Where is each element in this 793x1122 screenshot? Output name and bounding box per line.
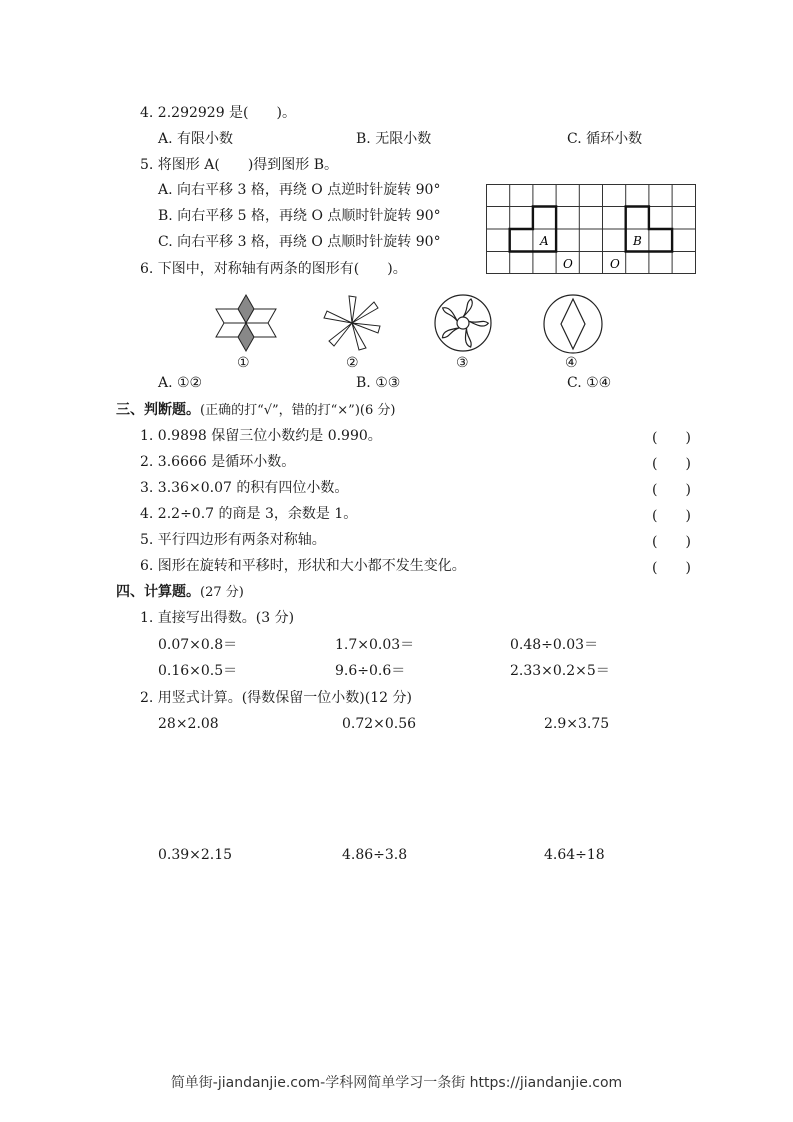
part-2-title: 2. 用竖式计算。(得数保留一位小数)(12 分) bbox=[140, 690, 412, 706]
oral-calc-2: 1.7×0.03＝ bbox=[335, 637, 415, 653]
q6-option-c: C. ①④ bbox=[567, 375, 612, 391]
section-3-heading bbox=[116, 401, 395, 420]
answer-paren-5[interactable]: ( ) bbox=[652, 534, 691, 550]
oral-calc-6: 2.33×0.2×5＝ bbox=[510, 663, 610, 679]
figure-4-label: ④ bbox=[565, 355, 578, 371]
vertical-calc-3: 2.9×3.75 bbox=[544, 716, 610, 732]
judge-item-6: 6. 图形在旋转和平移时，形状和大小都不发生变化。 bbox=[140, 558, 466, 574]
answer-paren-3[interactable]: ( ) bbox=[652, 482, 691, 498]
q5-option-b: B. 向右平移 5 格，再绕 O 点顺时针旋转 90° bbox=[158, 208, 441, 224]
vertical-calc-6: 4.64÷18 bbox=[544, 847, 605, 863]
figure-4-circle-rhombus bbox=[542, 293, 604, 355]
label-a: A bbox=[540, 234, 549, 248]
judge-item-5: 5. 平行四边形有两条对称轴。 bbox=[140, 532, 326, 548]
oral-calc-5: 9.6÷0.6＝ bbox=[335, 663, 406, 679]
figure-3-flower-circle bbox=[433, 293, 493, 353]
translation-rotation-grid bbox=[486, 184, 698, 276]
answer-paren-1[interactable]: ( ) bbox=[652, 430, 691, 446]
figure-3-label: ③ bbox=[456, 355, 469, 371]
q6-stem: 6. 下图中，对称轴有两条的图形有( )。 bbox=[140, 261, 407, 277]
oral-calc-3: 0.48÷0.03＝ bbox=[510, 637, 599, 653]
figure-1-rhombus-star bbox=[214, 293, 278, 353]
label-o-1: O bbox=[563, 257, 573, 271]
q6-option-b: B. ①③ bbox=[356, 375, 401, 391]
oral-calc-1: 0.07×0.8＝ bbox=[158, 637, 238, 653]
answer-paren-2[interactable]: ( ) bbox=[652, 456, 691, 472]
part-1-title: 1. 直接写出得数。(3 分) bbox=[140, 610, 295, 626]
section-3-title: 三、判断题。 bbox=[116, 402, 200, 418]
q6-option-a: A. ①② bbox=[158, 375, 203, 391]
vertical-calc-4: 0.39×2.15 bbox=[158, 847, 233, 863]
footer-watermark[interactable]: 简单街-jiandanjie.com-学科网简单学习一条街 https://jiandanjie.com bbox=[170, 1075, 623, 1091]
q4-stem: 4. 2.292929 是( )。 bbox=[140, 105, 296, 121]
q4-option-c: C. 循环小数 bbox=[567, 131, 643, 147]
answer-paren-6[interactable]: ( ) bbox=[652, 560, 691, 576]
answer-paren-4[interactable]: ( ) bbox=[652, 508, 691, 524]
section-3-note: (正确的打“√”，错的打“×”)(6 分) bbox=[200, 403, 396, 418]
q4-option-b: B. 无限小数 bbox=[356, 131, 432, 147]
q5-option-a: A. 向右平移 3 格，再绕 O 点逆时针旋转 90° bbox=[158, 182, 441, 198]
judge-item-1: 1. 0.9898 保留三位小数约是 0.990。 bbox=[140, 428, 382, 444]
judge-item-3: 3. 3.36×0.07 的积有四位小数。 bbox=[140, 480, 349, 496]
label-o-2: O bbox=[610, 257, 620, 271]
q5-stem: 5. 将图形 A( )得到图形 B。 bbox=[140, 157, 339, 173]
vertical-calc-5: 4.86÷3.8 bbox=[342, 847, 408, 863]
judge-item-4: 4. 2.2÷0.7 的商是 3，余数是 1。 bbox=[140, 506, 358, 522]
section-4-title: 四、计算题。 bbox=[116, 584, 200, 600]
judge-item-2: 2. 3.6666 是循环小数。 bbox=[140, 454, 296, 470]
figure-1-label: ① bbox=[237, 355, 250, 371]
section-4-note: (27 分) bbox=[200, 585, 244, 600]
vertical-calc-1: 28×2.08 bbox=[158, 716, 219, 732]
q5-option-c: C. 向右平移 3 格，再绕 O 点顺时针旋转 90° bbox=[158, 234, 441, 250]
figure-2-label: ② bbox=[346, 355, 359, 371]
q4-option-a: A. 有限小数 bbox=[158, 131, 234, 147]
figure-2-pinwheel bbox=[322, 294, 382, 352]
oral-calc-4: 0.16×0.5＝ bbox=[158, 663, 238, 679]
vertical-calc-2: 0.72×0.56 bbox=[342, 716, 417, 732]
label-b: B bbox=[633, 234, 642, 248]
section-4-heading bbox=[116, 583, 244, 602]
